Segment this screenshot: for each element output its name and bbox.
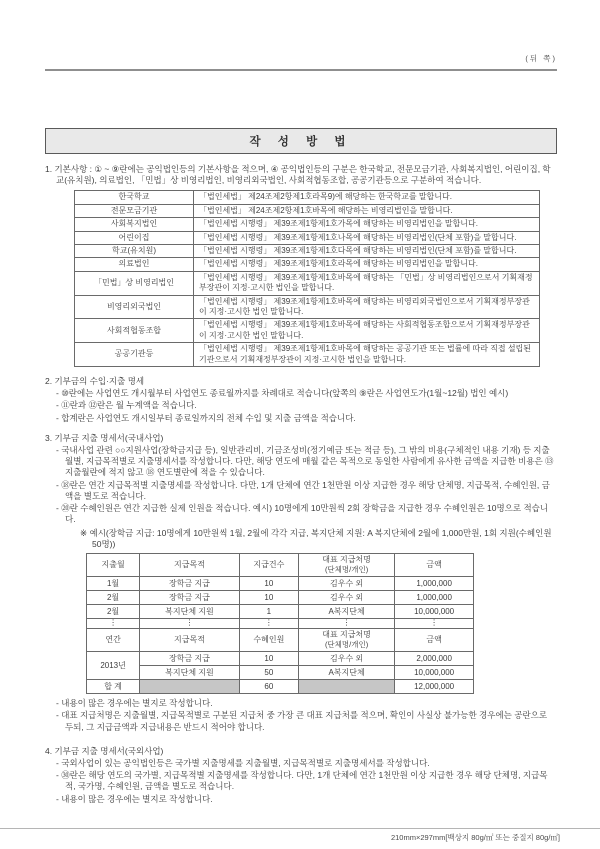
section4-title: 4. 기부금 지출 명세서(국외사업) [45,745,164,756]
term-cell: 의료법인 [75,258,194,271]
cell: 50 [239,666,298,680]
section-overseas-expense [45,746,557,805]
section-basic-info [45,164,557,367]
cell: ⋮ [239,619,298,629]
example-note: ※ 예시(장학금 지급: 10명에게 10만원씩 1월, 2월에 각각 지급, 복지단체 지원: A 복지단체에 2월에 1,000만원, 1회 지원(수혜인원 50명)) [80,527,552,549]
term-cell: 한국학교 [75,191,194,204]
cell: 복지단체 지원 [140,605,240,619]
desc-cell: 「법인세법 시행령」 제39조제1항제1호라목에 해당하는 비영리법인을 말합니다. [194,258,540,271]
table-header-row [87,553,474,576]
desc-cell: 「법인세법 시행령」 제39조제1항제1호바목에 해당하는 비영리외국법인으로서 기획재정부장관이 지정·고시한 법인 말합니다. [194,295,540,319]
header-cell: 수혜인원 [239,628,298,651]
cell: A복지단체 [298,666,394,680]
table-row [75,258,540,271]
table-row [75,191,540,204]
total-beneficiaries-cell: 60 [239,680,298,694]
table-row [87,652,474,666]
term-cell: 학교(유치원) [75,245,194,258]
cell: 1월 [87,577,140,591]
section-title-box [45,128,557,154]
term-cell: 사회적협동조합 [75,319,194,343]
desc-cell: 「법인세법 시행령」 제39조제1항제1호바목에 해당하는 공공기관 또는 법률에 따라 직접 설립된 기관으로서 기획재정부장관이 지정·고시한 법인을 말합니다. [194,343,540,367]
bullet-item: - ⑳란 수혜인원은 연간 지급한 실제 인원을 적습니다. 예시) 10명에게 10만원씩 2회 장학금을 지급한 경우 수혜인원은 10명으로 적습니다. [56,503,549,525]
section3-title: 3. 기부금 지출 명세서(국내사업) [45,432,164,443]
table-row [75,343,540,367]
table-row [75,204,540,217]
desc-cell: 「법인세법」 제24조제2항제1호라목9)에 해당하는 한국학교를 말합니다. [194,191,540,204]
bullet-item: - 내용이 많은 경우에는 별지로 작성합니다. [56,793,213,804]
bullet-item: - 내용이 많은 경우에는 별지로 작성합니다. [56,698,213,709]
desc-cell: 「법인세법」 제24조제2항제1호바목에 해당하는 비영리법인을 말합니다. [194,204,540,217]
term-cell: 「민법」상 비영리법인 [75,271,194,295]
cell: 10,000,000 [395,605,474,619]
header-cell: 금액 [395,628,474,651]
cell: 장학금 지급 [140,591,240,605]
ellipsis-row [87,619,474,629]
bullet-item: - 대표 지급처명은 지출월별, 지급목적별로 구분된 지급처 중 가장 큰 대표 지급처를 적으며, 확인이 사실상 불가능한 경우에는 공란으로 두되, 그 지급금액과 지급내용은 반드시 적어야 합니다. [56,710,548,732]
header-cell: 금액 [395,553,474,576]
cell: ⋮ [298,619,394,629]
shaded-cell [298,680,394,694]
table-row [87,666,474,680]
cell: 1,000,000 [395,577,474,591]
back-side-label: (뒤 쪽) [525,54,557,63]
total-label-cell: 합 계 [87,680,140,694]
header-cell [298,553,394,576]
page-content [45,0,557,805]
header-cell: 지급목적 [140,553,240,576]
table-row [75,295,540,319]
bullet-item: - ㉚란은 해당 연도의 국가별, 지급목적별 지출명세를 작성합니다. 다만, 1개 단체에 연간 1천만원 이상 지급한 경우 해당 단체명, 지급목적, 국가명, 수혜인원, 금액을 별도로 적습니다. [56,770,548,792]
section4-bullets [56,758,557,805]
cell: 10 [239,652,298,666]
table-row [75,218,540,231]
cell: 10,000,000 [395,666,474,680]
header-cell: 지급건수 [239,553,298,576]
cell: 2월 [87,591,140,605]
term-cell: 공공기관등 [75,343,194,367]
desc-cell: 「법인세법 시행령」 제39조제1항제1호바목에 해당하는 「민법」상 비영리법인으로서 기획재정부장관이 지정·고시한 법인을 말합니다. [194,271,540,295]
top-rule [45,69,557,71]
example-expense-table [86,553,474,695]
bullet-item: - ⑩란에는 사업연도 개시월부터 사업연도 종료월까지를 차례대로 적습니다(앞쪽의 ⑨란은 사업연도가(1월~12월) 법인 예시) [56,388,509,399]
term-cell: 전문모금기관 [75,204,194,217]
table-row [75,245,540,258]
table-header-row [87,628,474,651]
cell: 10 [239,591,298,605]
page-title: 작 성 방 법 [249,136,353,148]
year-cell: 2013년 [87,652,140,680]
desc-cell: 「법인세법 시행령」 제39조제1항제1호가목에 해당하는 비영리법인을 말합니다. [194,218,540,231]
cell: 김우수 외 [298,652,394,666]
section3-bullets-after [56,698,557,733]
table-row [87,577,474,591]
paper-spec-text: 210mm×297mm[백상지 80g/㎡ 또는 중질지 80g/㎡] [390,833,560,842]
term-cell: 비영리외국법인 [75,295,194,319]
header-cell: 지출월 [87,553,140,576]
desc-cell: 「법인세법 시행령」 제39조제1항제1호다목에 해당하는 비영리법인(단체 포함)를 말합니다. [194,245,540,258]
table-row [75,271,540,295]
table-row [87,591,474,605]
cell: 장학금 지급 [140,577,240,591]
paper-spec-footer [0,828,600,843]
bullet-item: - 합계란은 사업연도 개시일부터 종료일까지의 전체 수입 및 지출 금액을 적습니다. [56,412,356,423]
total-amount-cell: 12,000,000 [395,680,474,694]
section1-heading: 1. 기본사항 : ① ~ ⑨란에는 공익법인등의 기본사항을 적으며, ④ 공익법인등의 구분은 한국학교, 전문모금기관, 사회복지법인, 어린이집, 학교(유치원), 의료법인, 「민법」상 비영리법인, 비영리외국법인, 사회적협동조합, 공공기관등으로 구분하여 적습니다. [45,164,551,186]
header-cell: 지급목적 [140,628,240,651]
term-cell: 사회복지법인 [75,218,194,231]
section2-title: 2. 기부금의 수입·지출 명세 [45,375,145,386]
cell: 10 [239,577,298,591]
cell: 김우수 외 [298,591,394,605]
header-cell-sub: (단체명/개인) [324,640,369,650]
section-domestic-expense [45,433,557,733]
header-cell-main: 대표 지급처명 [322,555,371,565]
bullet-item: - ⑪란과 ⑫란은 월 누계액을 적습니다. [56,400,197,411]
desc-cell: 「법인세법 시행령」 제39조제1항제1호나목에 해당하는 비영리법인(단체 포함)을 말합니다. [194,231,540,244]
bullet-item: - 국내사업 관련 ○○지원사업(장학금지급 등), 일반관리비, 기금조성비(정기예금 또는 적금 등), 그 밖의 비용(구체적인 내용 기재) 등 지출월별, 지급목적별로 지출명세서를 작성합니다. 다만, 해당 연도에 매월 같은 목적으로 동일한 사람에게 유사한 금액을 지급한 비용은 ⑬지출월란에 적지 않고 ⑱ 연도별란에 적을 수 있습니다. [56,445,554,478]
section3-bullets [56,445,557,550]
cell: 1,000,000 [395,591,474,605]
cell: 김우수 외 [298,577,394,591]
cell: ⋮ [87,619,140,629]
cell: ⋮ [395,619,474,629]
cell: 2,000,000 [395,652,474,666]
total-row [87,680,474,694]
cell: A복지단체 [298,605,394,619]
cell: ⋮ [140,619,240,629]
section2-bullets [56,388,557,424]
cell: 복지단체 지원 [140,666,240,680]
term-cell: 어린이집 [75,231,194,244]
bullet-item: - ⑱란은 연간 지급목적별 지출명세를 작성합니다. 다만, 1개 단체에 연간 1천만원 이상 지급한 경우 해당 단체명, 지급목적, 수혜인원, 금액을 별도로 적습니다. [56,479,550,501]
header-cell: 연간 [87,628,140,651]
shaded-cell [140,680,240,694]
header-cell-sub: (단체명/개인) [324,565,369,575]
desc-cell: 「법인세법 시행령」 제39조제1항제1호바목에 해당하는 사회적협동조합으로서 기획재정부장관이 지정·고시한 법인 말합니다. [194,319,540,343]
entity-definition-table [74,190,540,366]
cell: 장학금 지급 [140,652,240,666]
header-cell-main: 대표 지급처명 [322,630,371,640]
header-cell [298,628,394,651]
bullet-item: - 국외사업이 있는 공익법인등은 국가별 지출명세를 지출월별, 지급목적별로 지출명세서를 작성합니다. [56,758,430,769]
cell: 1 [239,605,298,619]
section-income-expense [45,376,557,424]
table-row [75,231,540,244]
cell: 2월 [87,605,140,619]
table-row [87,605,474,619]
table-row [75,319,540,343]
